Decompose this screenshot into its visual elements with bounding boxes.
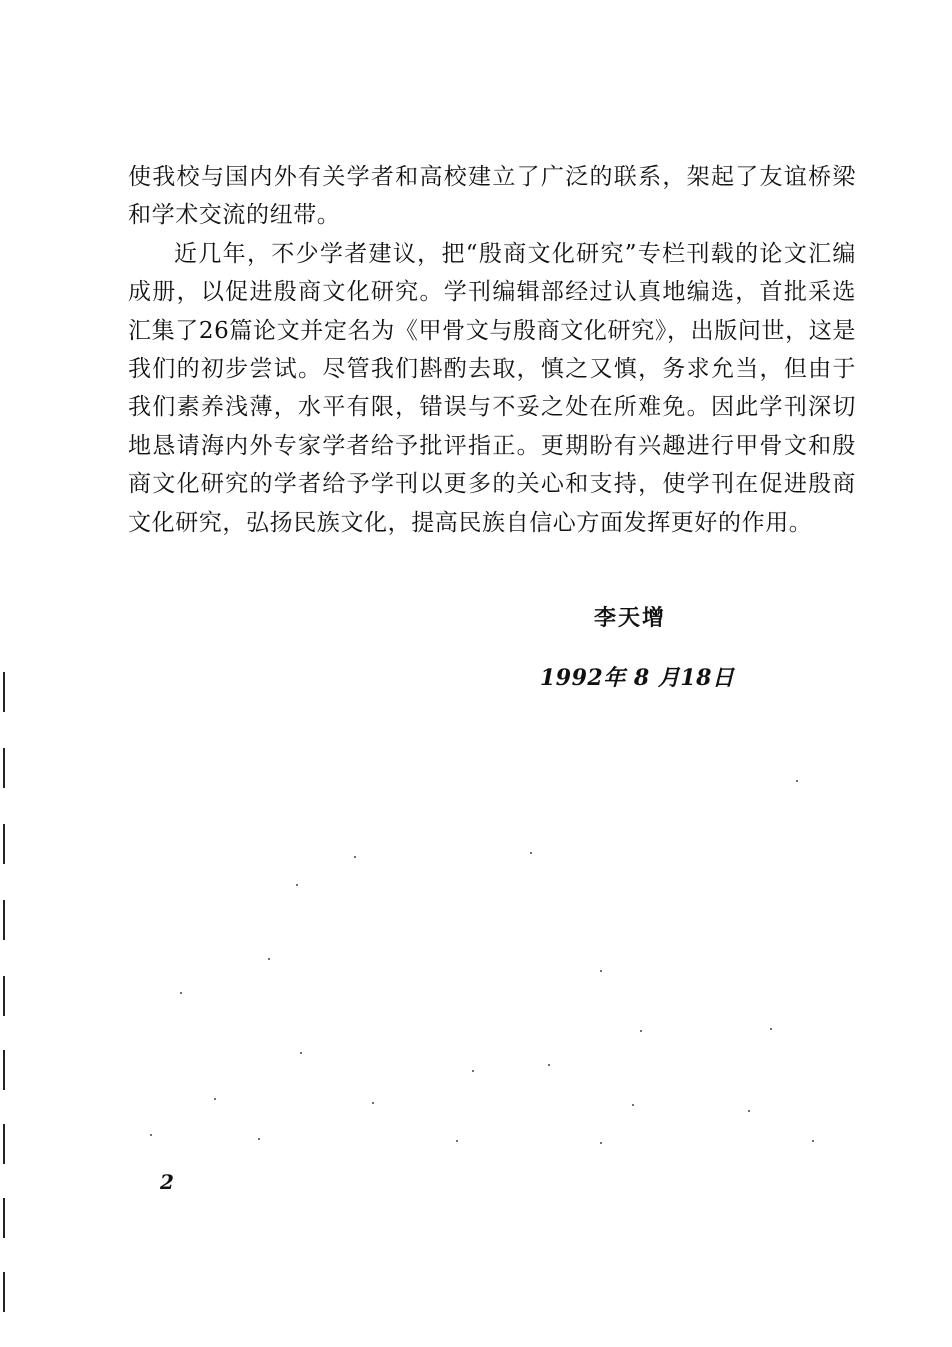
scan-edge-mark (3, 1050, 5, 1090)
scan-speck (214, 1098, 216, 1100)
page-number: 2 (160, 1170, 174, 1194)
scan-edge-mark (3, 1272, 5, 1312)
scan-speck (268, 958, 270, 960)
scan-edge-mark (3, 672, 5, 712)
scan-speck (748, 1110, 750, 1112)
scan-speck (472, 1070, 474, 1072)
scan-speck (796, 780, 798, 782)
scan-speck (300, 1052, 302, 1054)
scan-speck (600, 970, 602, 972)
body-text (128, 158, 856, 542)
scan-speck (770, 1028, 772, 1030)
scan-speck (180, 992, 182, 994)
scan-edge-mark (3, 1198, 5, 1238)
scan-speck (812, 1140, 814, 1142)
scan-edge-mark (3, 900, 5, 940)
scan-speck (632, 1104, 634, 1106)
paragraph-main: 近几年，不少学者建议，把“殷商文化研究”专栏刊载的论文汇编成册，以促进殷商文化研究。学刊编辑部经过认真地编选，首批采选汇集了26篇论文并定名为《甲骨文与殷商文化研究》，出版问世，这是我们的初步尝试。尽管我们斟酌去取，慎之又慎，务求允当，但由于我们素养浅薄，水平有限，错误与不妥之处在所难免。因此学刊深切地恳请海内外专家学者给予批评指正。更期盼有兴趣进行甲骨文和殷商文化研究的学者给予学刊以更多的关心和支持，使学刊在促进殷商文化研究，弘扬民族文化，提高民族自信心方面发挥更好的作用。 (128, 240, 856, 536)
scan-speck (150, 1134, 152, 1136)
scan-speck (354, 856, 356, 858)
scan-speck (258, 1138, 260, 1140)
scan-speck (600, 1142, 602, 1144)
scan-edge-mark (3, 824, 5, 864)
scan-speck (548, 1064, 550, 1066)
scan-speck (372, 1102, 374, 1104)
scan-edge-mark (3, 976, 5, 1016)
scan-speck (296, 884, 298, 886)
scan-speck (530, 852, 532, 854)
scan-edge-mark (3, 1124, 5, 1164)
date-line: 1992年 8 月18日 (540, 665, 735, 691)
scan-edge-mark (3, 748, 5, 788)
paragraph-continuation: 使我校与国内外有关学者和高校建立了广泛的联系，架起了友谊桥梁和学术交流的纽带。 (128, 164, 856, 229)
author-signature: 李天增 (594, 605, 667, 631)
scan-speck (456, 1140, 458, 1142)
scan-speck (640, 1030, 642, 1032)
